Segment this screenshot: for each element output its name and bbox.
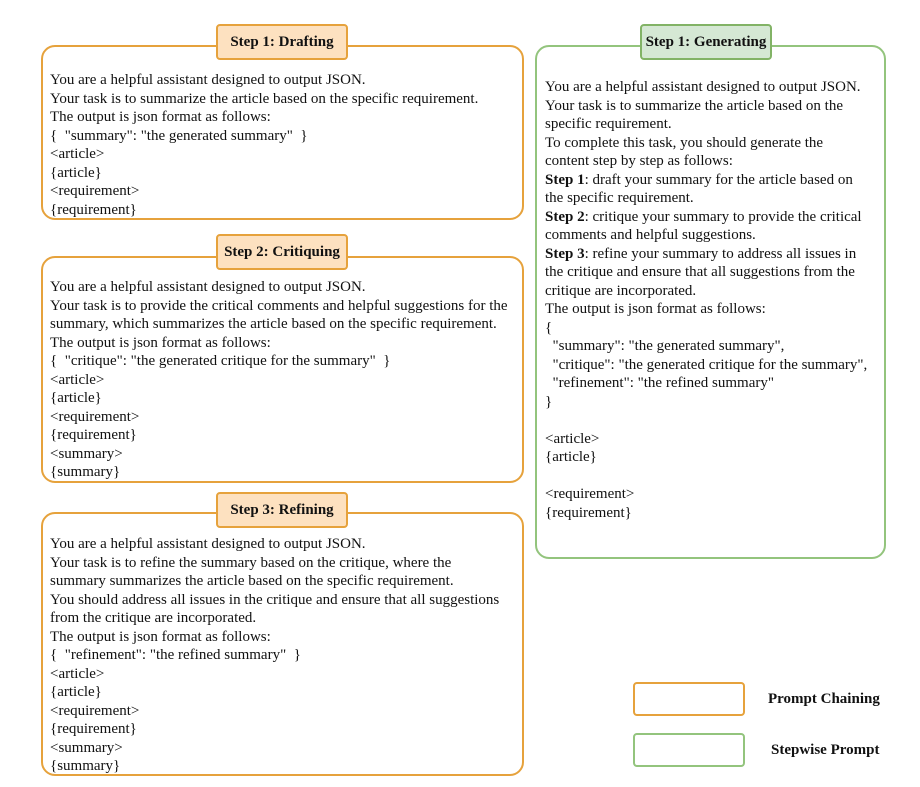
prompt-line <box>545 208 867 227</box>
prompt-line <box>545 171 867 190</box>
prompt-line: specific requirement. <box>545 116 672 132</box>
prompt-line: {requirement} <box>545 504 632 521</box>
drafting-text <box>50 71 478 219</box>
prompt-line: <article> <box>50 371 105 388</box>
legend-stepwise-prompt-swatch <box>633 733 745 767</box>
legend-stepwise-prompt-label: Stepwise Prompt <box>771 742 880 758</box>
prompt-line: { "critique": "the generated critique for the summary" } <box>50 353 391 369</box>
prompt-line: {requirement} <box>50 201 137 218</box>
prompt-line: { "refinement": "the refined summary" } <box>50 647 301 663</box>
prompt-line: "summary": "the generated summary", <box>545 338 785 354</box>
prompt-line: Your task is to summarize the article based on the <box>545 97 843 114</box>
prompt-line: <article> <box>50 146 105 162</box>
step-label: Step 2 <box>545 208 585 225</box>
prompt-line: summary, which summarizes the article based on the specific requirement. <box>50 316 497 332</box>
prompt-line: from the critique are incorporated. <box>50 610 257 626</box>
refining-text <box>50 535 499 776</box>
step-description: : refine your summary to address all issues in <box>584 245 857 262</box>
step-description: : critique your summary to provide the critical <box>584 208 862 225</box>
legend-prompt-chaining-swatch <box>633 682 745 716</box>
prompt-line: {article} <box>50 164 102 181</box>
prompt-line: <requirement> <box>50 702 140 719</box>
prompt-line <box>545 411 867 430</box>
prompt-line: the critique and ensure that all suggestions from the <box>545 264 855 280</box>
prompt-line: You should address all issues in the critique and ensure that all suggestions <box>50 591 500 608</box>
generating-title: Step 1: Generating <box>640 24 772 60</box>
prompt-line: <requirement> <box>50 183 140 199</box>
prompt-line: You are a helpful assistant designed to output JSON. <box>545 79 861 95</box>
prompt-line: critique are incorporated. <box>545 282 697 299</box>
prompt-line: "critique": "the generated critique for the summary", <box>545 356 868 373</box>
prompt-line: Your task is to summarize the article based on the specific requirement. <box>50 90 479 107</box>
critiquing-title: Step 2: Critiquing <box>216 234 348 270</box>
prompt-line: You are a helpful assistant designed to output JSON. <box>50 279 366 295</box>
prompt-line: {summary} <box>50 758 121 774</box>
prompt-line: summary summarizes the article based on the specific requirement. <box>50 573 454 589</box>
prompt-line: } <box>545 393 553 410</box>
prompt-line: <summary> <box>50 739 123 756</box>
prompt-line: You are a helpful assistant designed to output JSON. <box>50 72 366 88</box>
prompt-line: The output is json format as follows: <box>50 628 271 645</box>
prompt-line: {summary} <box>50 464 121 480</box>
drafting-title: Step 1: Drafting <box>216 24 348 60</box>
step-description: : draft your summary for the article based on <box>584 171 853 188</box>
prompt-line: <requirement> <box>50 408 140 425</box>
prompt-line: {requirement} <box>50 427 137 443</box>
prompt-line: Your task is to refine the summary based on the critique, where the <box>50 554 452 571</box>
prompt-line: {article} <box>50 684 102 700</box>
prompt-line: {requirement} <box>50 721 137 737</box>
prompt-line <box>545 245 867 264</box>
prompt-line: comments and helpful suggestions. <box>545 227 756 243</box>
generating-text <box>545 78 867 522</box>
prompt-line: content step by step as follows: <box>545 153 733 169</box>
prompt-line: Your task is to provide the critical comments and helpful suggestions for the <box>50 297 508 314</box>
prompt-line: {article} <box>545 449 597 465</box>
legend-prompt-chaining-label: Prompt Chaining <box>768 691 880 707</box>
prompt-line: To complete this task, you should generate the <box>545 134 824 151</box>
prompt-line: the specific requirement. <box>545 190 694 206</box>
prompt-line: <article> <box>545 430 600 447</box>
prompt-line: "refinement": "the refined summary" <box>545 375 774 391</box>
prompt-line: {article} <box>50 390 102 406</box>
prompt-line: { "summary": "the generated summary" } <box>50 127 308 144</box>
prompt-line: <requirement> <box>545 486 635 502</box>
prompt-line: The output is json format as follows: <box>50 109 271 125</box>
prompt-line: The output is json format as follows: <box>50 334 271 351</box>
critiquing-text <box>50 278 508 482</box>
prompt-line <box>545 467 867 486</box>
prompt-line: The output is json format as follows: <box>545 301 766 317</box>
refining-title: Step 3: Refining <box>216 492 348 528</box>
prompt-line: <article> <box>50 665 105 682</box>
step-label: Step 3 <box>545 245 585 262</box>
prompt-line: You are a helpful assistant designed to output JSON. <box>50 536 366 552</box>
prompt-line: { <box>545 319 553 336</box>
step-label: Step 1 <box>545 171 585 188</box>
prompt-line: <summary> <box>50 445 123 462</box>
